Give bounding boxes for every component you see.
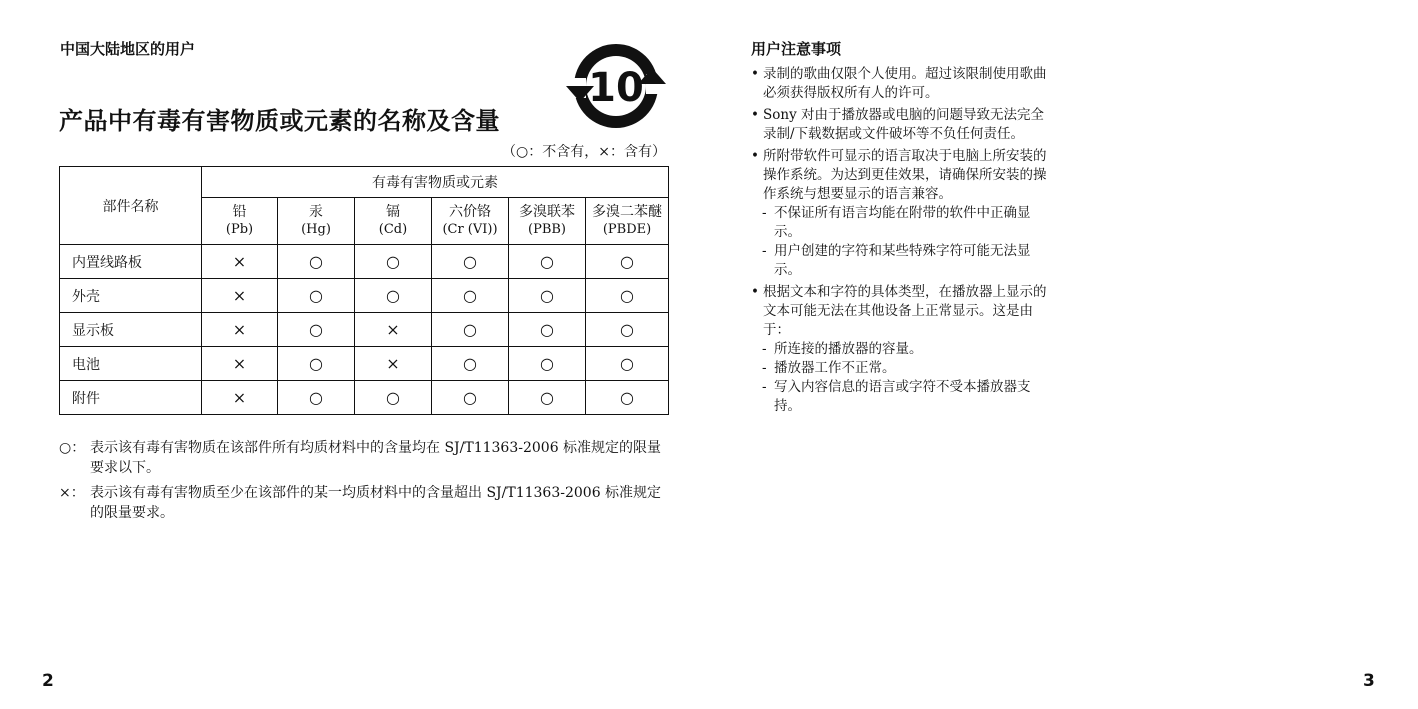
table-cell: ○	[278, 313, 355, 347]
sub-list-item: - 写入内容信息的语言或字符不受本播放器支持。	[762, 379, 1031, 414]
table-cell: ×	[355, 347, 432, 381]
note-mark: ○：	[59, 440, 86, 456]
sub-list-item: - 用户创建的字符和某些特殊字符可能无法显示。	[762, 243, 1031, 278]
table-cell: ○	[509, 245, 586, 279]
table-cell: ○	[509, 347, 586, 381]
table-cell: ○	[278, 347, 355, 381]
table-cell: ○	[586, 381, 669, 415]
list-item: • 所附带软件可显示的语言取决于电脑上所安装的操作系统。为达到更佳效果，请确保所安装的操作系统与想要显示的语言兼容。	[751, 147, 1051, 204]
substance-header: 铅 (Pb)	[202, 198, 278, 245]
list-item: • 根据文本和字符的具体类型，在播放器上显示的文本可能无法在其他设备上正常显示。这是由于：	[751, 283, 1051, 340]
table-cell: ○	[432, 245, 509, 279]
table-cell: ○	[509, 279, 586, 313]
table-cell: ○	[355, 279, 432, 313]
part-name: 显示板	[60, 313, 202, 347]
notice-list	[751, 65, 1051, 416]
part-name-header: 部件名称	[60, 167, 202, 245]
table-cell: ×	[202, 245, 278, 279]
table-cell: ○	[509, 381, 586, 415]
table-row	[60, 279, 669, 313]
page-number-right: 3	[1363, 671, 1375, 691]
table-row	[60, 245, 669, 279]
substance-header: 镉 (Cd)	[355, 198, 432, 245]
part-name: 外壳	[60, 279, 202, 313]
table-cell: ○	[278, 279, 355, 313]
hazardous-substance-table	[59, 166, 669, 415]
note-text: 表示该有毒有害物质至少在该部件的某一均质材料中的含量超出 SJ/T11363-2006 标准规定的限量要求。	[90, 485, 662, 521]
epup-10-year-logo-icon	[564, 40, 668, 132]
table-cell: ○	[432, 313, 509, 347]
table-cell: ○	[509, 313, 586, 347]
table-cell: ×	[202, 381, 278, 415]
table-cell: ×	[202, 313, 278, 347]
table-cell: ○	[355, 245, 432, 279]
table-cell: ○	[432, 279, 509, 313]
table-cell: ○	[278, 245, 355, 279]
table-cell: ○	[586, 313, 669, 347]
part-name: 内置线路板	[60, 245, 202, 279]
table-cell: ○	[586, 347, 669, 381]
legend: （○：不含有，×：含有）	[502, 144, 666, 160]
substance-header: 六价铬 (Cr (VI))	[432, 198, 509, 245]
page-title: 产品中有毒有害物质或元素的名称及含量	[59, 107, 500, 135]
legend-note-not-contained	[59, 438, 669, 478]
table-cell: ○	[432, 347, 509, 381]
part-name: 附件	[60, 381, 202, 415]
list-item: • Sony 对由于播放器或电脑的问题导致无法完全录制/下载数据或文件破坏等不负任何责任。	[751, 106, 1051, 144]
legend-note-contained	[59, 483, 669, 523]
table-cell: ×	[202, 347, 278, 381]
table-cell: ○	[432, 381, 509, 415]
sub-list-item: - 不保证所有语言均能在附带的软件中正确显示。	[762, 205, 1031, 240]
table-cell: ○	[278, 381, 355, 415]
region-title: 中国大陆地区的用户	[60, 40, 196, 58]
note-mark: ×：	[59, 485, 85, 501]
substance-header: 多溴联苯 (PBB)	[509, 198, 586, 245]
sub-list-item: - 所连接的播放器的容量。	[762, 341, 923, 357]
section-title: 用户注意事项	[751, 40, 842, 58]
sub-list-item: - 播放器工作不正常。	[762, 360, 896, 376]
substance-header: 汞 (Hg)	[278, 198, 355, 245]
page-number-left: 2	[42, 671, 54, 691]
table-cell: ○	[586, 245, 669, 279]
part-name: 电池	[60, 347, 202, 381]
table-cell: ×	[355, 313, 432, 347]
logo-number: 10	[588, 65, 644, 111]
substance-group-header: 有毒有害物质或元素	[202, 167, 669, 198]
note-text: 表示该有毒有害物质在该部件所有均质材料中的含量均在 SJ/T11363-2006 标准规定的限量要求以下。	[90, 440, 662, 476]
substance-header: 多溴二苯醚 (PBDE)	[586, 198, 669, 245]
table-row	[60, 347, 669, 381]
list-item: • 录制的歌曲仅限个人使用。超过该限制使用歌曲必须获得版权所有人的许可。	[751, 65, 1051, 103]
table-cell: ×	[202, 279, 278, 313]
table-cell: ○	[355, 381, 432, 415]
table-row	[60, 313, 669, 347]
table-cell: ○	[586, 279, 669, 313]
table-row	[60, 381, 669, 415]
